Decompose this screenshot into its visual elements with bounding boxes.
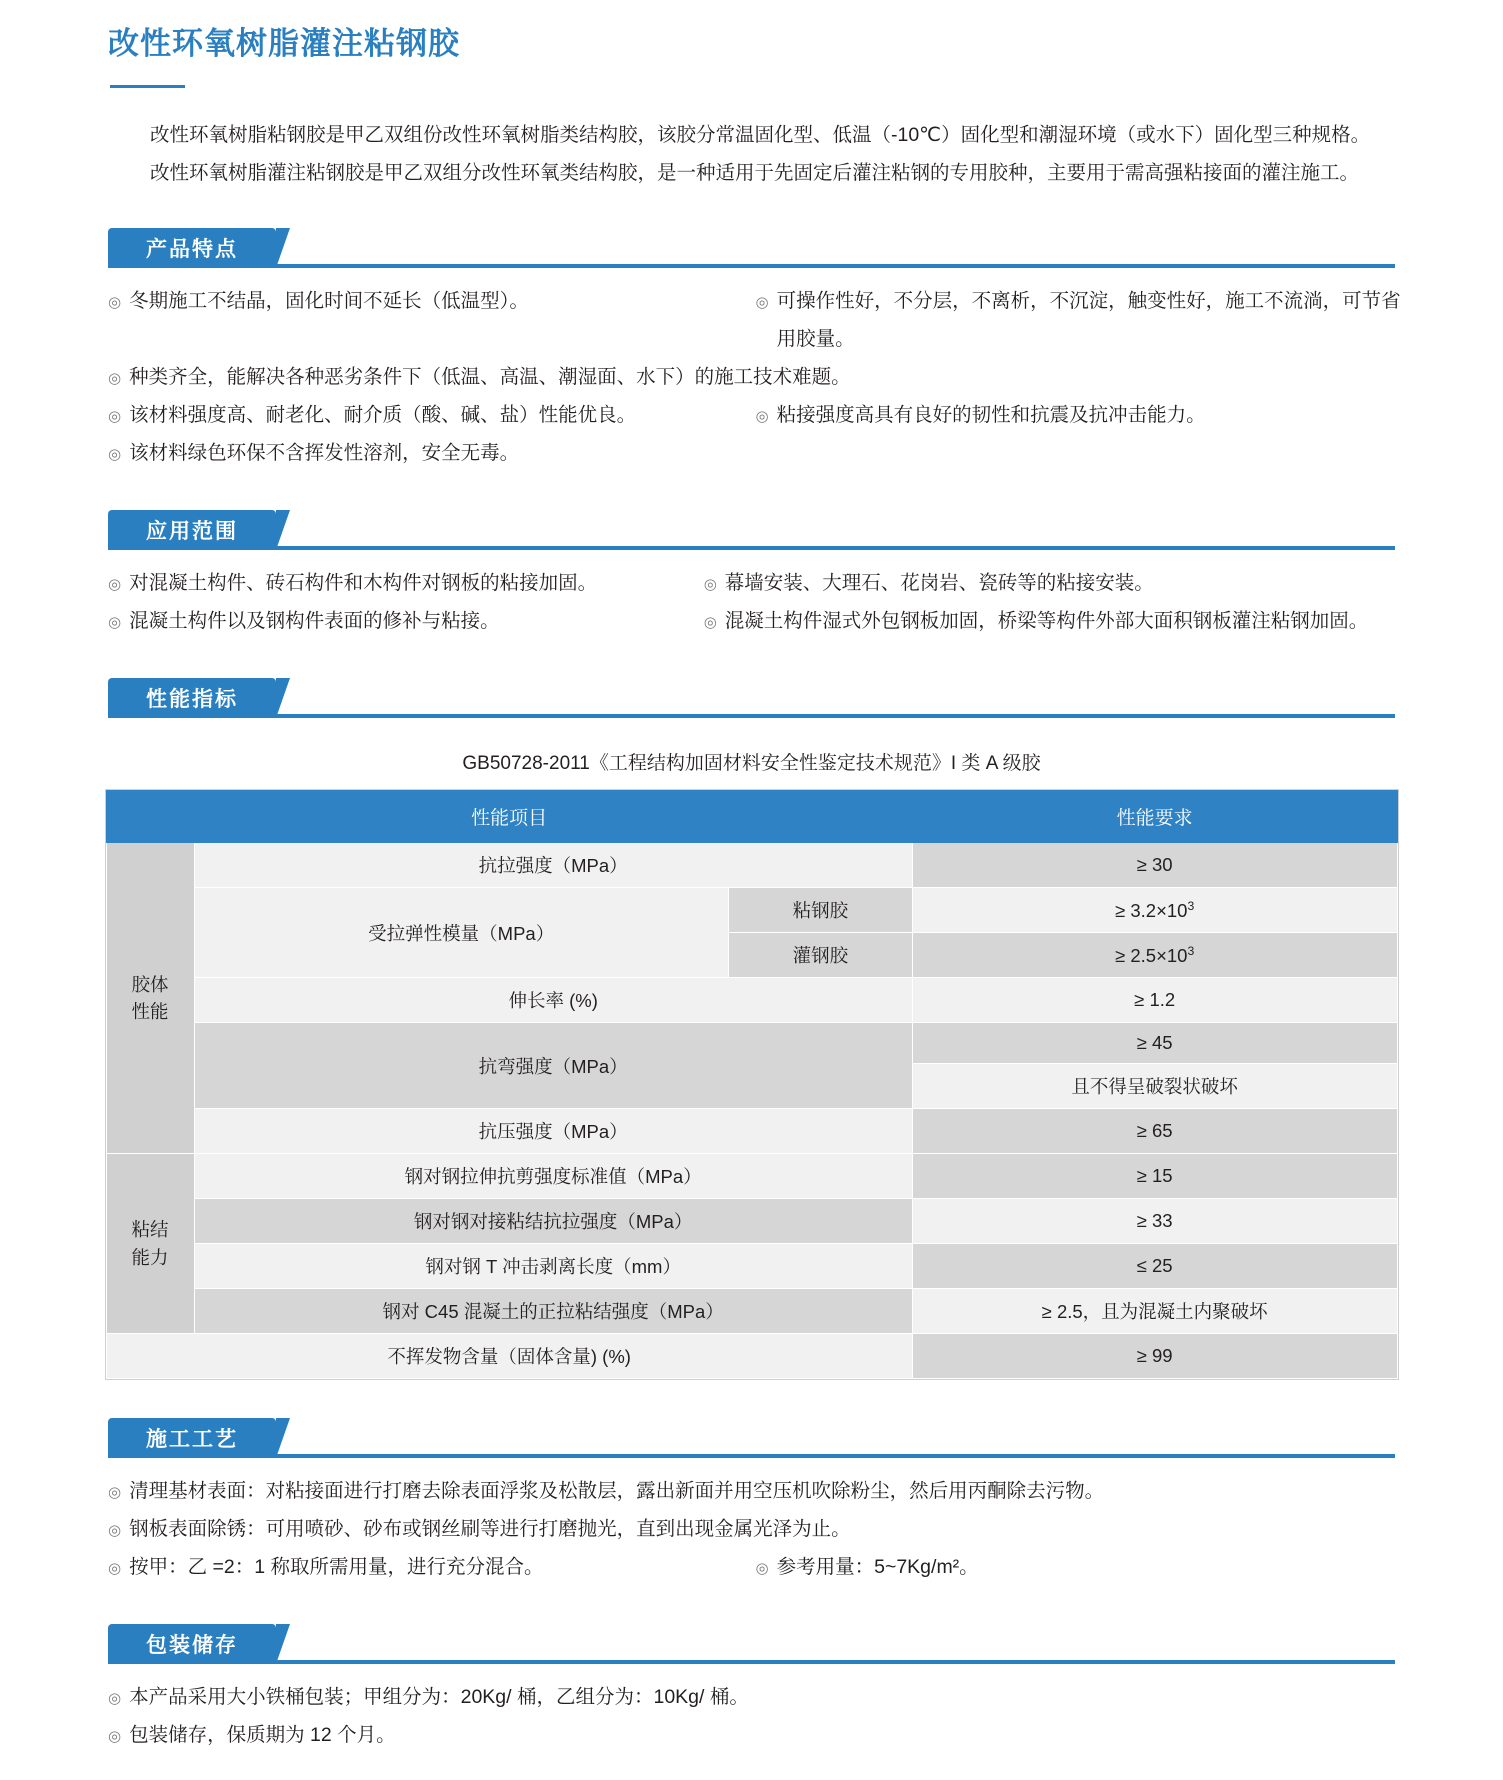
cell-item: 钢对钢拉伸抗剪强度标准值（MPa） [194,1154,912,1199]
bullet-text: 幕墙安装、大理石、花岗岩、瓷砖等的粘接安装。 [724,572,1154,595]
bullet-cell [108,434,1403,472]
table-caption: GB50728-2011《工程结构加固材料安全性鉴定技术规范》I 类 A 级胶 [462,753,1041,775]
page-title: 改性环氧树脂灌注粘钢胶 [108,26,460,61]
cell-requirement: ≥ 30 [912,843,1397,888]
cell-requirement: ≤ 25 [912,1244,1397,1289]
bullet-text: 粘接强度高具有良好的韧性和抗震及抗冲击能力。 [776,404,1206,427]
table-row [106,1244,1397,1289]
column-header-item: 性能项目 [106,791,912,843]
section-rule [108,264,1395,268]
bullet-text: 种类齐全，能解决各种恶劣条件下（低温、高温、潮湿面、水下）的施工技术难题。 [129,366,851,389]
intro-line-1: 改性环氧树脂粘钢胶是甲乙双组份改性环氧树脂类结构胶，该胶分常温固化型、低温（-10℃）固化型和潮湿环境（或水下）固化型三种规格。 [150,124,1371,146]
title-underline [110,85,185,88]
list-item [108,396,1403,434]
bullet-cell [108,282,756,320]
bullet-icon: ◎ [108,1728,122,1746]
bullet-cell [108,1472,1403,1510]
cell-subitem: 粘钢胶 [728,888,912,933]
bullet-cell [704,564,1154,602]
bullet-icon: ◎ [108,294,122,312]
list-item [108,282,1403,358]
table-row [106,1334,1397,1379]
section-rule [108,1454,1395,1458]
bullet-text: 本产品采用大小铁桶包装；甲组分为：20Kg/ 桶，乙组分为：10Kg/ 桶。 [129,1686,749,1709]
bullet-icon: ◎ [108,1690,122,1708]
section-header-performance [108,678,1395,718]
intro-line-2: 改性环氧树脂灌注粘钢胶是甲乙双组分改性环氧类结构胶，是一种适用于先固定后灌注粘钢的专用胶种，主要用于需高强粘接面的灌注施工。 [150,162,1360,185]
list-item [108,564,1403,602]
table-row [106,843,1397,888]
bullet-text: 钢板表面除锈：可用喷砂、砂布或钢丝刷等进行打磨抛光，直到出现金属光泽为止。 [129,1518,851,1541]
bullet-icon: ◎ [108,1522,122,1540]
bullet-cell [756,282,1404,358]
application-list [0,564,1503,640]
table-row [106,1154,1397,1199]
bullet-text: 可操作性好，不分层，不离析，不沉淀，触变性好，施工不流淌，可节省用胶量。 [776,290,1401,351]
bullet-text: 对混凝土构件、砖石构件和木构件对钢板的粘接加固。 [129,572,598,595]
bullet-cell [108,602,704,640]
req-value: ≥ 2.5×10 [1115,944,1188,966]
cell-requirement: ≥ 15 [912,1154,1397,1199]
bullet-icon: ◎ [108,1560,122,1578]
bullet-text: 混凝土构件湿式外包钢板加固，桥梁等构件外部大面积钢板灌注粘钢加固。 [724,610,1369,633]
bullet-text: 包装储存，保质期为 12 个月。 [129,1724,396,1747]
table-row [106,1109,1397,1154]
table-row [106,1199,1397,1244]
performance-table [106,790,1398,1379]
section-header-application [108,510,1395,550]
section-header-packaging [108,1624,1395,1664]
table-row [106,1023,1397,1064]
list-item [108,602,1403,640]
bullet-icon: ◎ [703,614,717,632]
table-row [106,1289,1397,1334]
cell-requirement [912,888,1397,933]
cell-item: 伸长率 (%) [194,978,912,1023]
bullet-cell [108,1716,1403,1754]
bullet-text: 清理基材表面：对粘接面进行打磨去除表面浮浆及松散层，露出新面并用空压机吹除粉尘，然后用丙酮除去污物。 [129,1480,1105,1503]
section-rule [108,1660,1395,1664]
performance-table-wrapper [105,789,1399,1380]
packaging-list [0,1678,1503,1754]
bullet-cell [704,602,1369,640]
bullet-icon: ◎ [108,614,122,632]
cell-requirement: ≥ 65 [912,1109,1397,1154]
bullet-text: 冬期施工不结晶，固化时间不延长（低温型）。 [129,290,529,313]
req-exponent: 3 [1187,943,1195,958]
bullet-icon: ◎ [703,576,717,594]
bullet-icon: ◎ [108,1484,122,1502]
section-title-performance: 性能指标 [108,678,276,718]
bullet-icon: ◎ [755,408,769,426]
cell-requirement [912,933,1397,978]
row-group-label-bonding: 粘结 能力 [106,1154,194,1334]
cell-requirement: ≥ 45 [912,1023,1397,1064]
req-value: ≥ 3.2×10 [1115,899,1188,921]
cell-item: 抗压强度（MPa） [194,1109,912,1154]
bullet-text: 混凝土构件以及钢构件表面的修补与粘接。 [129,610,500,633]
cell-requirement: ≥ 33 [912,1199,1397,1244]
section-header-process [108,1418,1395,1458]
intro-paragraphs [0,118,1503,190]
bullet-cell [108,358,1403,396]
bullet-text: 参考用量：5~7Kg/m²。 [776,1556,979,1579]
bullet-cell [108,396,756,434]
section-title-process: 施工工艺 [108,1418,276,1458]
row-group-label-colloid: 胶体 性能 [106,843,194,1154]
table-row [106,888,1397,933]
cell-item: 钢对钢对接粘结抗拉强度（MPa） [194,1199,912,1244]
features-list [0,282,1503,472]
bullet-cell [108,1678,1403,1716]
section-rule [108,546,1395,550]
bullet-text: 该材料强度高、耐老化、耐介质（酸、碱、盐）性能优良。 [129,404,637,427]
bullet-cell [756,1548,1404,1586]
bullet-icon: ◎ [755,294,769,312]
bullet-icon: ◎ [108,576,122,594]
bullet-icon: ◎ [108,370,122,388]
column-header-requirement: 性能要求 [912,791,1397,843]
cell-subitem: 灌钢胶 [728,933,912,978]
bottom-spacer [0,1754,1503,1780]
cell-item: 钢对钢 T 冲击剥离长度（mm） [194,1244,912,1289]
section-title-packaging: 包装储存 [108,1624,276,1664]
list-item [108,1548,1403,1586]
bullet-cell [108,564,704,602]
list-item [108,1716,1403,1754]
bullet-text: 按甲：乙 =2：1 称取所需用量，进行充分混合。 [129,1556,544,1579]
list-item [108,434,1403,472]
bullet-text: 该材料绿色环保不含挥发性溶剂，安全无毒。 [129,442,520,465]
section-title-features: 产品特点 [108,228,276,268]
cell-item: 不挥发物含量（固体含量) (%) [106,1334,912,1379]
table-head [106,791,1397,843]
process-list [0,1472,1503,1586]
table-body [106,843,1397,1379]
cell-requirement: ≥ 2.5，且为混凝土内聚破坏 [912,1289,1397,1334]
bullet-cell [108,1510,1403,1548]
cell-requirement: ≥ 1.2 [912,978,1397,1023]
cell-item: 钢对 C45 混凝土的正拉粘结强度（MPa） [194,1289,912,1334]
section-title-application: 应用范围 [108,510,276,550]
list-item [108,1678,1403,1716]
list-item [108,1472,1403,1510]
cell-item: 抗弯强度（MPa） [194,1023,912,1109]
table-header-row [106,791,1397,843]
bullet-cell [108,1548,756,1586]
section-rule [108,714,1395,718]
bullet-icon: ◎ [755,1560,769,1578]
list-item [108,358,1403,396]
cell-item: 受拉弹性模量（MPa） [194,888,728,978]
cell-requirement-note: 且不得呈破裂状破坏 [912,1064,1397,1109]
req-exponent: 3 [1187,898,1195,913]
table-row [106,978,1397,1023]
bullet-icon: ◎ [108,446,122,464]
bullet-cell [756,396,1404,434]
bullet-icon: ◎ [108,408,122,426]
section-header-features [108,228,1395,268]
cell-requirement: ≥ 99 [912,1334,1397,1379]
cell-item: 抗拉强度（MPa） [194,843,912,888]
list-item [108,1510,1403,1548]
